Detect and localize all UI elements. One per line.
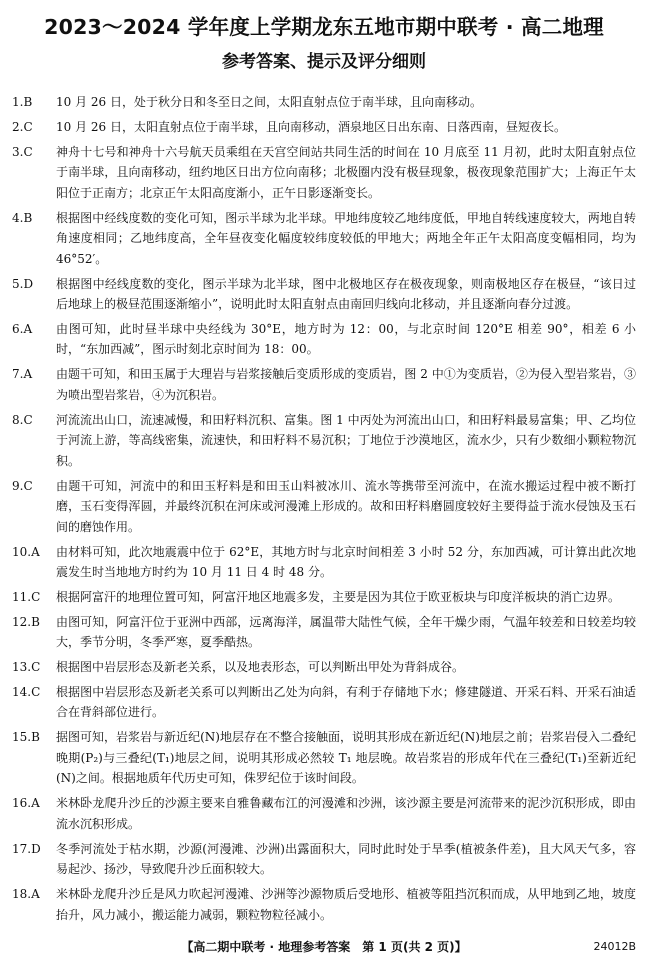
answer-number: 10.A xyxy=(12,544,40,559)
answer-item-15 xyxy=(12,727,636,789)
answer-number: 12.B xyxy=(12,614,40,629)
answer-number: 5.D xyxy=(12,276,34,291)
answer-text: 10 月 26 日，太阳直射点位于南半球，且向南移动，酒泉地区日出东南、日落西南，昼短夜长。 xyxy=(56,119,566,134)
answer-number: 13.C xyxy=(12,660,41,675)
answer-text: 米林卧龙爬升沙丘的沙源主要来自雅鲁藏布江的河漫滩和沙洲，该沙源主要是河流带来的泥沙沉积形成，即由流水沉积形成。 xyxy=(56,796,636,831)
answer-text: 根据图中岩层形态及新老关系可以判断出乙处为向斜，有利于存储地下水；修建隧道、开采石料、开采石油适合在背斜部位进行。 xyxy=(56,684,636,720)
answer-item-5 xyxy=(12,274,636,315)
answer-number: 17.D xyxy=(12,841,41,856)
page-footer: 【高二期中联考 · 地理参考答案 第 1 页(共 2 页)】 xyxy=(181,940,467,954)
answer-text: 根据阿富汗的地理位置可知，阿富汗地区地震多发，主要是因为其位于欧亚板块与印度洋板块的消亡边界。 xyxy=(56,589,621,604)
answer-number: 6.A xyxy=(12,321,33,336)
answer-item-12 xyxy=(12,612,636,653)
answer-item-2 xyxy=(12,117,636,138)
answer-item-13 xyxy=(12,657,636,678)
answer-item-1 xyxy=(12,92,636,113)
answer-number: 18.A xyxy=(12,886,40,901)
answer-item-3 xyxy=(12,142,636,204)
answer-text: 冬季河流处于枯水期，沙源(河漫滩、沙洲)出露面积大，同时此时处于旱季(植被条件差)，且大风天气多，容易起沙、扬沙，导致爬升沙丘面积较大。 xyxy=(56,841,636,877)
answer-text: 河流流出山口，流速减慢，和田籽料沉积、富集。图 1 中丙处为河流出山口，和田籽料最易富集；甲、乙均位于河流上游，等高线密集，流速快，和田籽料不易沉积；丁地位于沙漠地区，流水少，只有少数细小颗粒物沉积。 xyxy=(56,412,636,468)
answer-item-10 xyxy=(12,542,636,583)
answer-number: 1.B xyxy=(12,95,33,109)
answer-number: 2.C xyxy=(12,119,33,134)
answer-text: 由题干可知，河流中的和田玉籽料是和田玉山料被冰川、流水等携带至河流中，在流水搬运过程中被不断打磨，玉石变得浑圆，并最终沉积在河床或河漫滩上形成的。故和田籽料磨圆度较好主要得益于流水侵蚀及玉石间的磨蚀作用。 xyxy=(56,478,636,534)
answer-item-7 xyxy=(12,364,636,405)
answer-item-6 xyxy=(12,319,636,360)
answer-text: 根据图中经线度数的变化可知，图示半球为北半球。甲地纬度较乙地纬度低，甲地自转线速度较大，两地自转角速度相同；乙地纬度高，全年昼夜变化幅度较纬度较低的甲地大；两地全年正午太阳高度变幅相同，均为 46°52′。 xyxy=(56,210,636,266)
answer-number: 7.A xyxy=(12,367,33,382)
answer-text: 据图可知，岩浆岩与新近纪(N)地层存在不整合接触面，说明其形成在新近纪(N)地层之前；岩浆岩侵入二叠纪晚期(P₂)与三叠纪(T₁)地层之间，说明其形成必然较 T₁ 地层晚。故岩浆岩的形成年代在三叠纪(T₁)至新近纪(N)之间。根据地质年代历史可知，侏罗纪位于该时间段。 xyxy=(56,730,636,786)
answer-item-4 xyxy=(12,208,636,270)
page-subtitle: 参考答案、提示及评分细则 xyxy=(222,52,426,72)
answer-number: 16.A xyxy=(12,796,40,811)
document-code: 24012B xyxy=(593,940,636,953)
answer-item-9 xyxy=(12,476,636,538)
answer-text: 由图可知，阿富汗位于亚洲中西部，远离海洋，属温带大陆性气候，全年干燥少雨，气温年较差和日较差均较大，季节分明，冬季严寒，夏季酷热。 xyxy=(56,614,636,650)
answer-list xyxy=(12,92,636,929)
answer-text: 由题干可知，和田玉属于大理岩与岩浆接触后变质形成的变质岩，图 2 中①为变质岩，②为侵入型岩浆岩，③为喷出型岩浆岩，④为沉积岩。 xyxy=(56,367,636,402)
answer-text: 根据图中经线度数的变化，图示半球为北半球，图中北极地区存在极夜现象，则南极地区存在极昼，“该日过后地球上的极昼范围逐渐缩小”，说明此时太阳直射点由南回归线向北移动，并且逐渐向春分过渡。 xyxy=(56,276,636,312)
answer-item-18 xyxy=(12,884,636,925)
answer-text: 由图可知，此时昼半球中央经线为 30°E，地方时为 12：00，与北京时间 120°E 相差 90°，相差 6 小时，“东加西减”，图示时刻北京时间为 18：00。 xyxy=(56,321,636,357)
answer-item-8 xyxy=(12,410,636,472)
answer-number: 8.C xyxy=(12,412,33,427)
answer-text: 由材料可知，此次地震震中位于 62°E，其地方时与北京时间相差 3 小时 52 分，东加西减，可计算出此次地震发生时当地地方时约为 10 月 11 日 4 时 48 分。 xyxy=(56,544,636,580)
answer-item-17 xyxy=(12,839,636,880)
answer-text: 神舟十七号和神舟十六号航天员乘组在天宫空间站共同生活的时间在 10 月底至 11 月初，此时太阳直射点位于南半球，且向南移动，纽约地区日出方位向南移；北极圈内没有极昼现象，极夜现象范围扩大；上海正午太阳位于正南方；北京正午太阳高度渐小，正午日影逐渐变长。 xyxy=(56,144,636,200)
page-title: 2023～2024 学年度上学期龙东五地市期中联考 · 高二地理 xyxy=(44,15,604,39)
answer-number: 11.C xyxy=(12,589,41,604)
answer-number: 9.C xyxy=(12,478,33,493)
answer-number: 15.B xyxy=(12,730,40,745)
answer-number: 4.B xyxy=(12,210,33,225)
answer-number: 14.C xyxy=(12,684,41,699)
answer-item-16 xyxy=(12,793,636,834)
answer-item-14 xyxy=(12,682,636,723)
answer-text: 10 月 26 日，处于秋分日和冬至日之间，太阳直射点位于南半球，且向南移动。 xyxy=(56,95,482,109)
answer-item-11 xyxy=(12,587,636,608)
answer-text: 根据图中岩层形态及新老关系，以及地表形态，可以判断出甲处为背斜成谷。 xyxy=(56,660,465,675)
answer-text: 米林卧龙爬升沙丘是风力吹起河漫滩、沙洲等沙源物质后受地形、植被等阻挡沉积而成，从甲地到乙地，坡度抬升，风力减小，搬运能力减弱，颗粒物粒径减小。 xyxy=(56,886,636,922)
answer-number: 3.C xyxy=(12,144,33,159)
